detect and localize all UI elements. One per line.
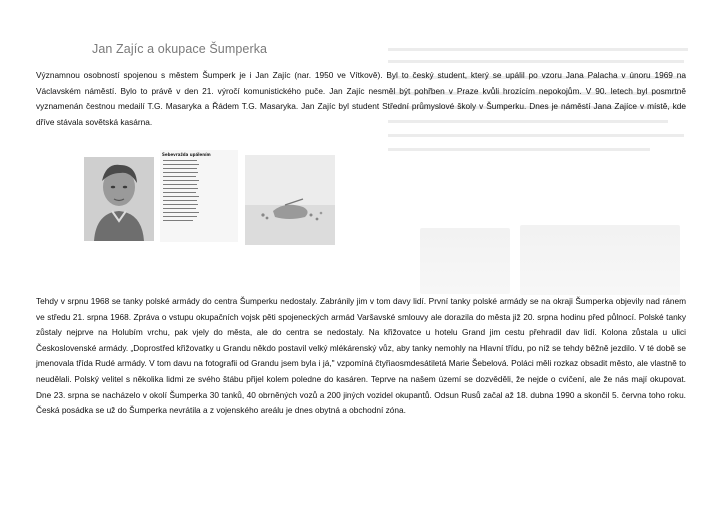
newspaper-clipping [160, 150, 238, 242]
document-title: Jan Zajíc a okupace Šumperka [92, 42, 268, 56]
portrait-photo [84, 157, 154, 241]
intro-paragraph: Významnou osobností spojenou s městem Šumperk je i Jan Zajíc (nar. 1950 ve Vítkově). Byl to český student, který se upálil po vzoru Jana Palacha v únoru 1969 na Václavském náměstí. Bylo to právě v den 21. výročí komunistického puče. Jan Zajíc nesměl být pohřben v Praze kvůli hrozícím nepokojům. V 90. letech byl posmrtně vyznamenán čestnou medailí T.G. Masaryka a Řádem T.G. Masaryka. Jan Zajíc byl student Střední průmyslové školy v Šumperku. Dnes je náměstí Jana Zajíce v místě, kde dříve stávala sovětská kasárna. [36, 70, 686, 127]
clipping-heading: Sebevražda upálením [162, 152, 211, 157]
main-paragraph: Tehdy v srpnu 1968 se tanky polské armády do centra Šumperku nedostaly. Zabránily jim v tom davy lidí. První tanky polské armády se na okraji Šumperka objevily nad ránem ve středu 21. srpna 1968. Zpráva o vstupu okupačních vojsk pěti spojeneckých armád Varšavské smlouvy ale dorazila do města již 20. srpna hodinu před půlnocí. Polské tanky zůstaly nejprve na Holubím vrchu, pak vjely do města, ale do centra se nedostaly. Na křižovatce u hotelu Grand jim cestu přehradil dav lidí. Kolona zůstala u ulici Československé armády. „Doprostřed křižovatky u Grandu někdo postavil velký mlékárenský vůz, aby tanky nemohly na Hlavní třídu, po níž se tehdy běžně jezdilo. V té době se jmenovala třída Rudé armády. V tom davu na fotografii od Grandu jsem byla i já," vzpomíná čtyřiaosmdesátiletá Marie Šebelová. Poláci měli rozkaz obsadit město, ale vlastně to neudělali. Polský velitel s několika lidmi ze svého štábu přijel kolem poledne do kasáren. Teprve na našem území se dozvěděli, že nejde o cvičení, ale že nás mají okupovat. Dne 23. srpna se nacházelo v okolí Šumperka 30 tanků, 40 obrněných vozů a 200 jiných vozidel okupantů. Odsun Rusů začal až 18. dubna 1990 a skončil 5. června toho roku. Česká posádka se už do Šumperka nevrátila a z vojenského areálu je dnes obytná a obchodní zóna. [36, 296, 686, 416]
tank-photo [245, 155, 335, 245]
